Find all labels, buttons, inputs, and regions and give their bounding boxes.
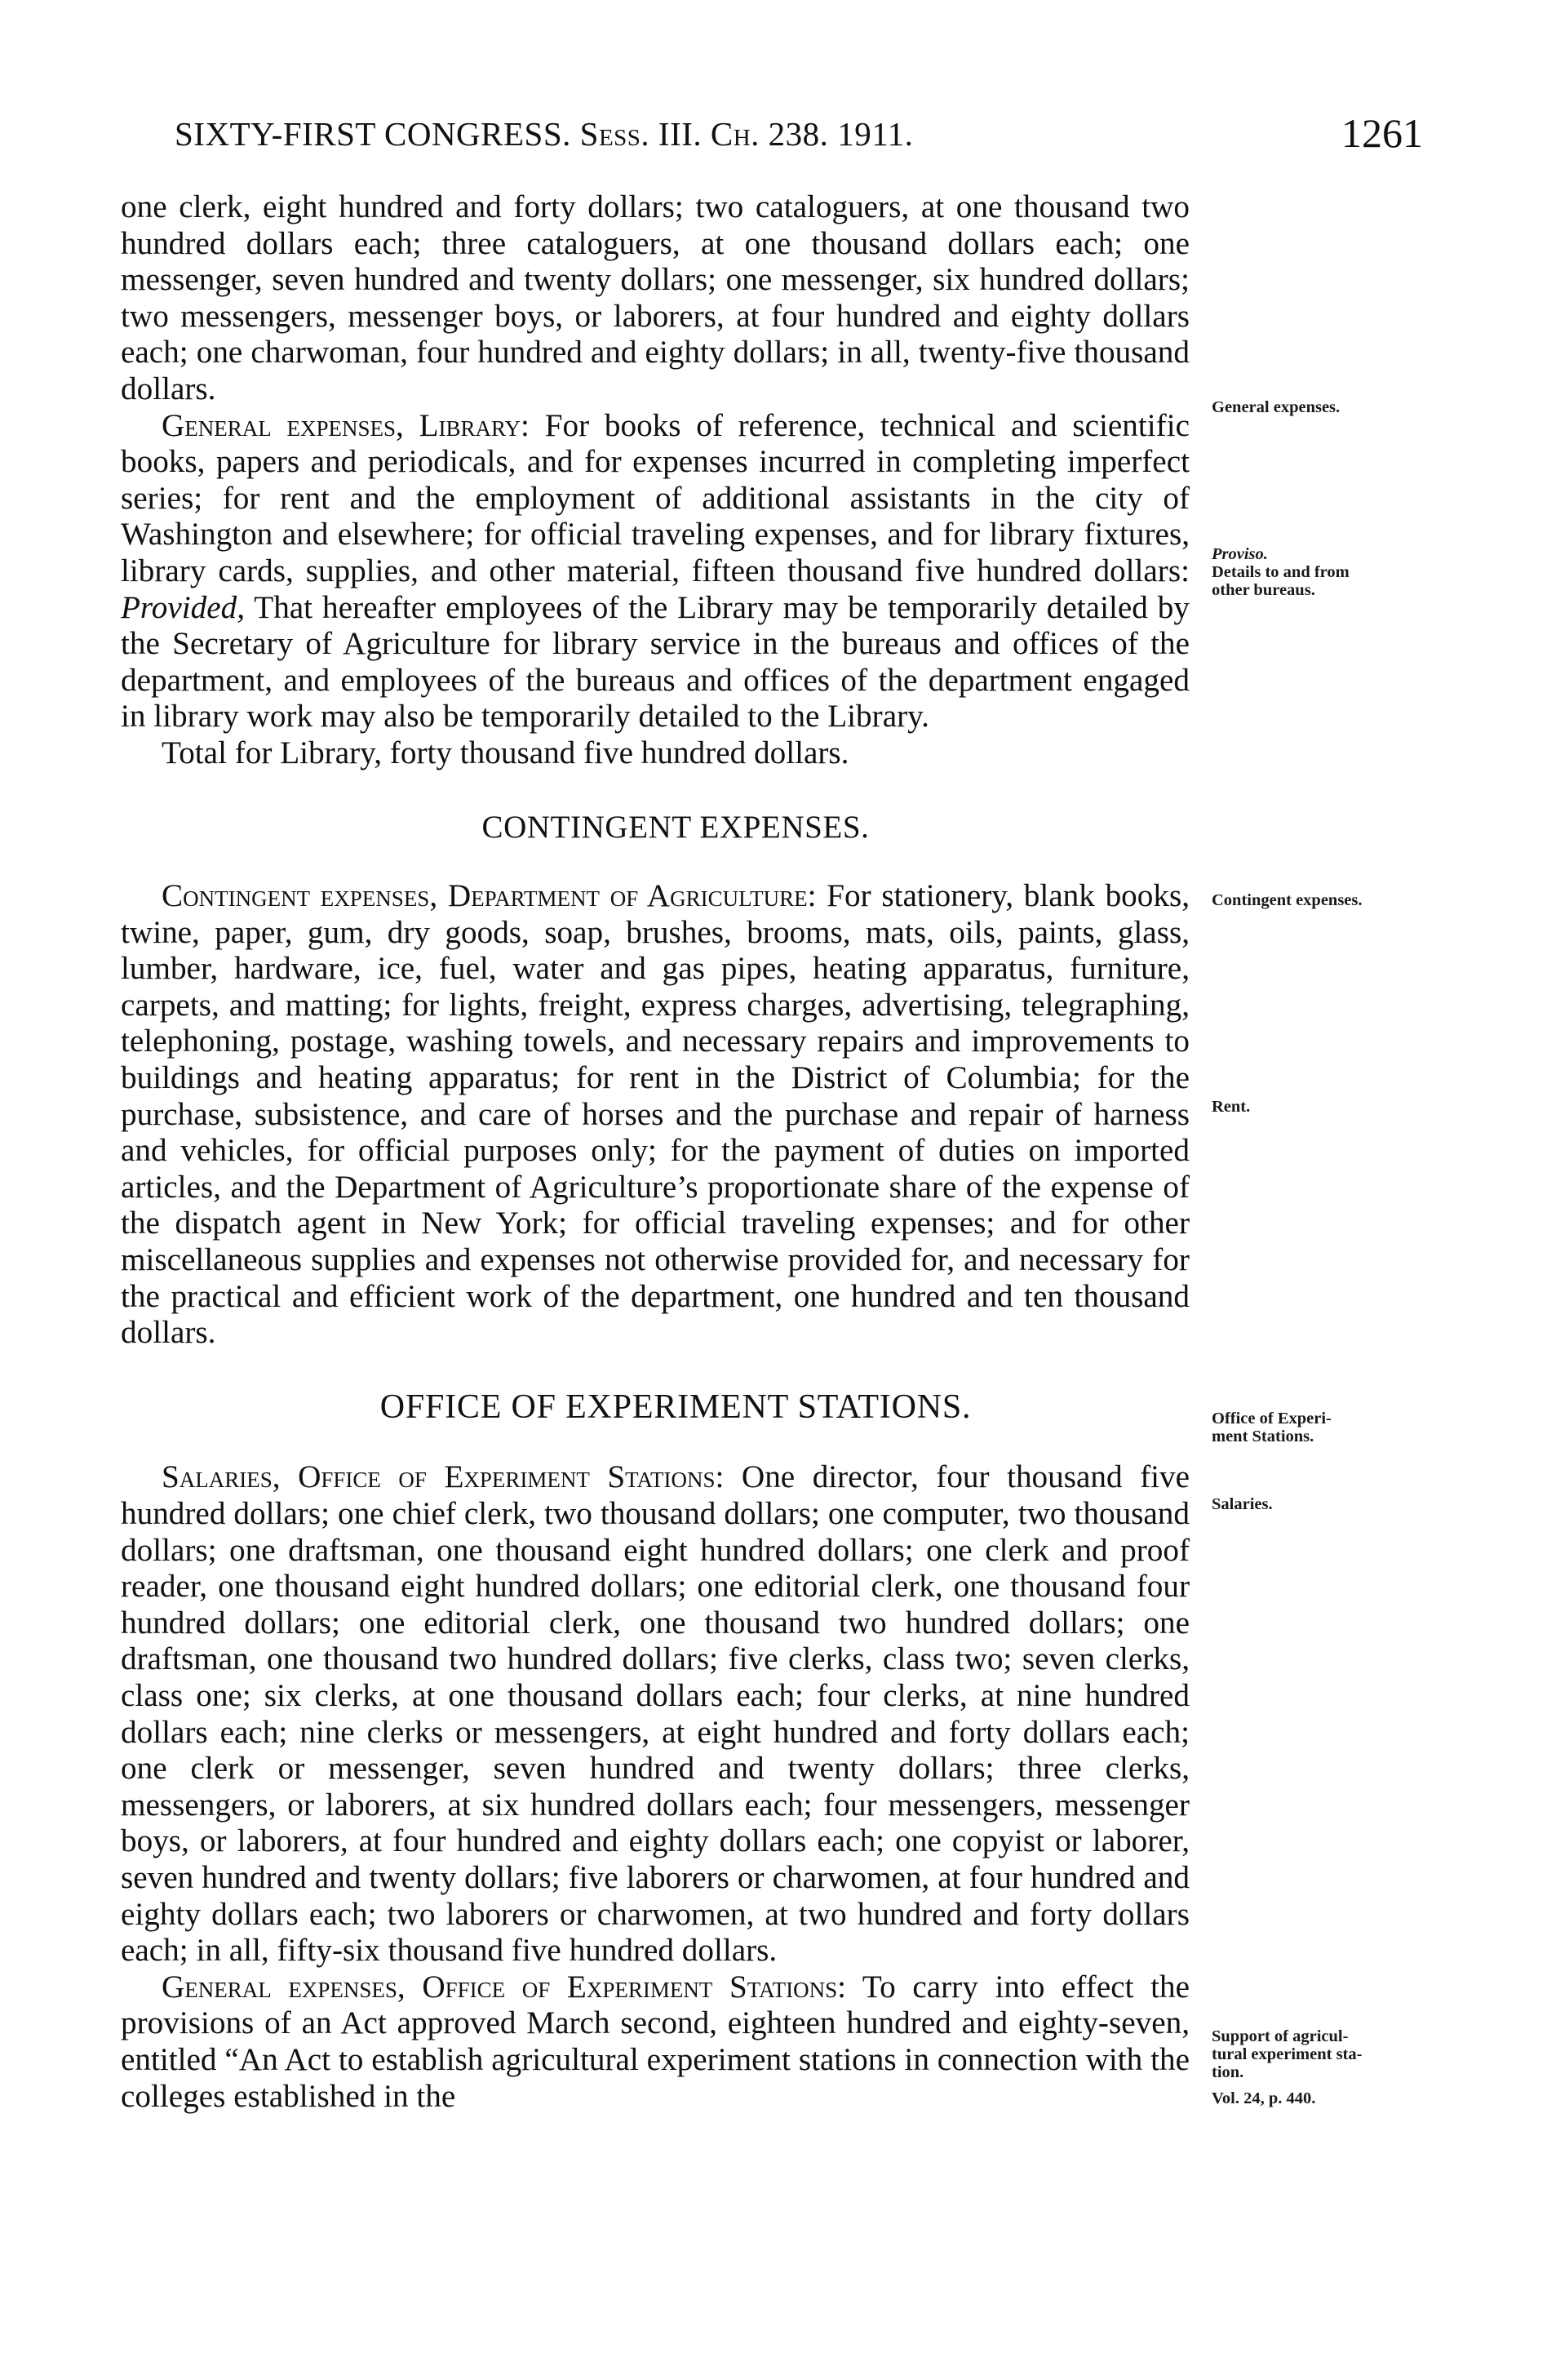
paragraph-lead: Salaries, Office of Experiment Stations:: [162, 1459, 725, 1495]
margin-note-general-expenses: General expenses.: [1212, 398, 1341, 416]
margin-note-support: Support of agricul- tural experiment sta- tion.: [1212, 2027, 1363, 2081]
header-congress: SIXTY-FIRST CONGRESS.: [175, 115, 571, 153]
header-session: Sess. III.: [579, 115, 703, 153]
main-text-column: [121, 189, 1190, 2115]
paragraph-experiment-salaries: [121, 1459, 1190, 1969]
provided-keyword: Provided,: [121, 589, 245, 625]
paragraph-text: To carry into effect the provisions of an Act approved March second, eighteen hundred and eighty-seven, entitled “An Act to establish agricultural experiment stations in connection with the colleges established in the: [121, 1969, 1190, 2114]
margin-note-volume-reference: Vol. 24, p. 440.: [1212, 2089, 1316, 2107]
paragraph-lead: General expenses, Library:: [162, 407, 530, 443]
margin-note-rent: Rent.: [1212, 1098, 1251, 1116]
paragraph-experiment-general-expenses: [121, 1969, 1190, 2115]
section-heading-contingent: CONTINGENT EXPENSES.: [481, 809, 870, 845]
margin-note-contingent: Contingent expenses.: [1212, 891, 1363, 909]
margin-note-salaries: Salaries.: [1212, 1495, 1273, 1513]
paragraph-text: That hereafter employees of the Library may be temporarily detailed by the Secretary of Agriculture for library service in the bureaus and offices of the department, and employees of the bureaus and offices of the department engaged in library work may also be temporarily detailed to the Library.: [121, 589, 1190, 735]
header-title: [175, 114, 913, 153]
paragraph-text: For stationery, blank books, twine, paper, gum, dry goods, soap, brushes, brooms, mats, oils, paints, glass, lumber, hardware, ice, fuel, water and gas pipes, heating apparatus, furniture, carpets, and matting; for lights, freight, express charges, advertising, telegraphing, telephoning, postage, washing towels, and necessary repairs and improvements to buildings and heating apparatus; for rent in the District of Columbia; for the purchase, subsistence, and care of horses and the purchase and repair of harness and vehicles, for official purposes only; for the payment of duties on imported articles, and the Department of Agriculture’s proportionate share of the expense of the dispatch agent in New York; for official traveling expenses; and for other miscellaneous supplies and expenses not otherwise provided for, and necessary for the practical and efficient work of the department, one hundred and ten thousand dollars.: [121, 878, 1190, 1351]
paragraph-library-general-expenses: [121, 408, 1190, 735]
running-header: [175, 110, 1423, 163]
paragraph-text: One director, four thousand five hundred dollars; one chief clerk, two thousand dollars; one computer, two thousand dollars; one draftsman, one thousand eight hundred dollars; one clerk and proof reader, one thousand eight hundred dollars; one editorial clerk, one thousand four hundred dollars; one editorial clerk, one thousand two hundred dollars; one draftsman, one thousand two hundred dollars; five clerks, class two; seven clerks, class one; six clerks, at one thousand dollars each; four clerks, at nine hundred dollars each; nine clerks or messengers, at eight hundred and forty dollars each; one clerk or messenger, seven hundred and twenty dollars; three clerks, messengers, or laborers, at six hundred dollars each; four messengers, messenger boys, or laborers, at four hundred and eighty dollars each; one copyist or laborer, seven hundred and twenty dollars; five laborers or charwomen, at four hundred and eighty dollars each; two laborers or charwomen, at two hundred and forty dollars each; in all, fifty-six thousand five hundred dollars.: [121, 1459, 1190, 1969]
header-chapter: Ch. 238.: [710, 115, 829, 153]
paragraph-contingent-expenses: [121, 878, 1190, 1352]
section-heading-experiment-stations: OFFICE OF EXPERIMENT STATIONS.: [379, 1388, 972, 1426]
proviso-label: Proviso.: [1212, 545, 1268, 563]
paragraph-lead: General expenses, Office of Experiment Stations:: [162, 1969, 847, 2005]
paragraph-lead: Contingent expenses, Department of Agriculture:: [162, 878, 817, 914]
header-year: 1911.: [837, 115, 914, 153]
paragraph-library-total: Total for Library, forty thousand five hundred dollars.: [162, 735, 849, 770]
margin-note-proviso: Proviso. Details to and from other bureaus.: [1212, 545, 1456, 599]
page-number: 1261: [1341, 110, 1423, 156]
paragraph-library-salaries: one clerk, eight hundred and forty dollars; two cataloguers, at one thousand two hundred dollars each; three cataloguers, at one thousand dollars each; one messenger, seven hundred and twenty dollars; one messenger, six hundred dollars; two messengers, messenger boys, or laborers, at four hundred and eighty dollars each; one charwoman, four hundred and eighty dollars; in all, twenty-five thousand dollars.: [121, 189, 1190, 406]
margin-note-office-experiment-stations: Office of Experi- ment Stations.: [1212, 1410, 1332, 1445]
paragraph-text: For books of reference, technical and scientific books, papers and periodicals, and for expenses incurred in completing imperfect series; for rent and the employment of additional assistants in the city of Washington and elsewhere; for official traveling expenses, and for library fixtures, library cards, supplies, and other material, fifteen thousand five hundred dollars:: [121, 407, 1190, 588]
